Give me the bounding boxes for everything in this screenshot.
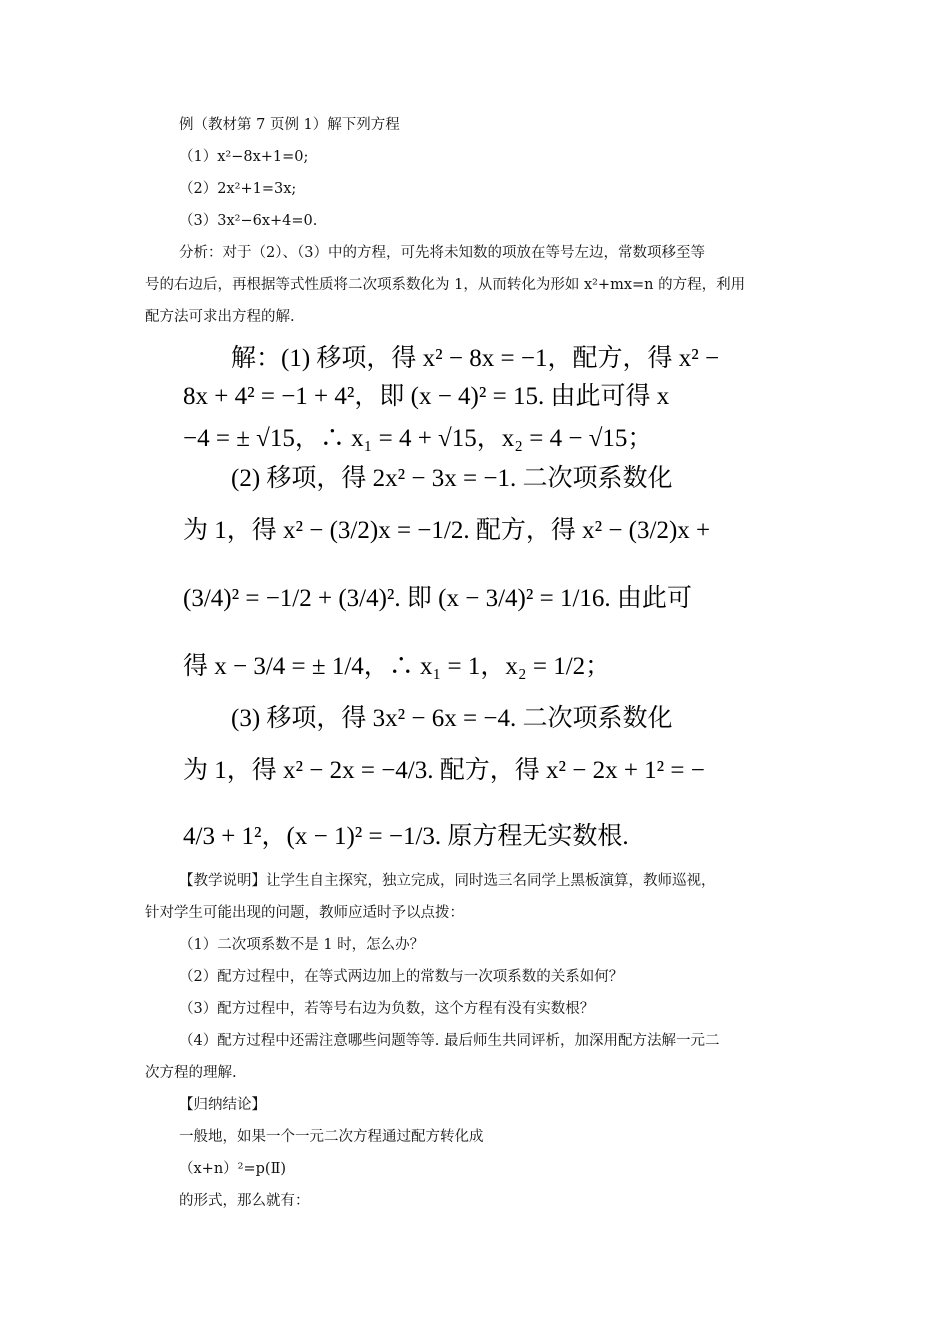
- example-heading: 例（教材第 7 页例 1）解下列方程: [179, 117, 400, 133]
- solution-line-1c: −4 = ± √15，∴ x₁ = 4 + √15，x₂ = 4 − √15；: [183, 425, 653, 452]
- question-4a: （4）配方过程中还需注意哪些问题等等. 最后师生共同评析，加深用配方法解一元二: [179, 1033, 720, 1049]
- solution-line-3c: 4/3 + 1²，(x − 1)² = −1/3. 原方程无实数根.: [183, 823, 629, 850]
- conclusion-heading: 【归纳结论】: [179, 1097, 266, 1113]
- question-3: （3）配方过程中，若等号右边为负数，这个方程有没有实数根？: [179, 1001, 595, 1017]
- conclusion-line-3: 的形式，那么就有：: [179, 1193, 310, 1209]
- solution-line-2c: (3/4)² = −1/2 + (3/4)². 即 (x − 3/4)² = 1/16. 由此可: [183, 585, 692, 612]
- solution-line-2b: 为 1，得 x² − (3/2)x = −1/2. 配方，得 x² − (3/2)x +: [183, 517, 711, 544]
- analysis-line-2: 号的右边后，再根据等式性质将二次项系数化为 1，从而转化为形如 x²+mx=n 的方程，利用: [145, 277, 746, 293]
- equation-1: （1）x²−8x+1=0;: [179, 149, 309, 165]
- analysis-line-3: 配方法可求出方程的解.: [145, 309, 295, 325]
- question-2: （2）配方过程中，在等式两边加上的常数与一次项系数的关系如何？: [179, 969, 624, 985]
- equation-3: （3）3x²−6x+4=0.: [179, 213, 318, 229]
- teaching-note-2: 针对学生可能出现的问题，教师应适时予以点拨：: [145, 905, 464, 921]
- solution-line-2a: (2) 移项，得 2x² − 3x = −1. 二次项系数化: [231, 465, 673, 492]
- question-4b: 次方程的理解.: [145, 1065, 237, 1081]
- equation-2: （2）2x²+1=3x;: [179, 181, 297, 197]
- conclusion-line-1: 一般地，如果一个一元二次方程通过配方转化成: [179, 1129, 484, 1145]
- conclusion-line-2: （x+n）²=p(Ⅱ): [179, 1161, 287, 1177]
- solution-line-1a: 解：(1) 移项，得 x² − 8x = −1，配方，得 x² −: [231, 345, 720, 372]
- solution-line-1b: 8x + 4² = −1 + 4²，即 (x − 4)² = 15. 由此可得 x: [183, 383, 670, 410]
- solution-line-3a: (3) 移项，得 3x² − 6x = −4. 二次项系数化: [231, 705, 673, 732]
- teaching-note-1: 【教学说明】让学生自主探究，独立完成，同时选三名同学上黑板演算，教师巡视，: [179, 873, 716, 889]
- solution-block: [183, 338, 723, 858]
- solution-line-3b: 为 1，得 x² − 2x = −4/3. 配方，得 x² − 2x + 1² = −: [183, 757, 705, 784]
- solution-line-2d: 得 x − 3/4 = ± 1/4，∴ x₁ = 1，x₂ = 1/2；: [183, 653, 611, 680]
- analysis-line-1: 分析：对于（2）、（3）中的方程，可先将未知数的项放在等号左边，常数项移至等: [179, 245, 705, 261]
- question-1: （1）二次项系数不是 1 时，怎么办？: [179, 937, 425, 953]
